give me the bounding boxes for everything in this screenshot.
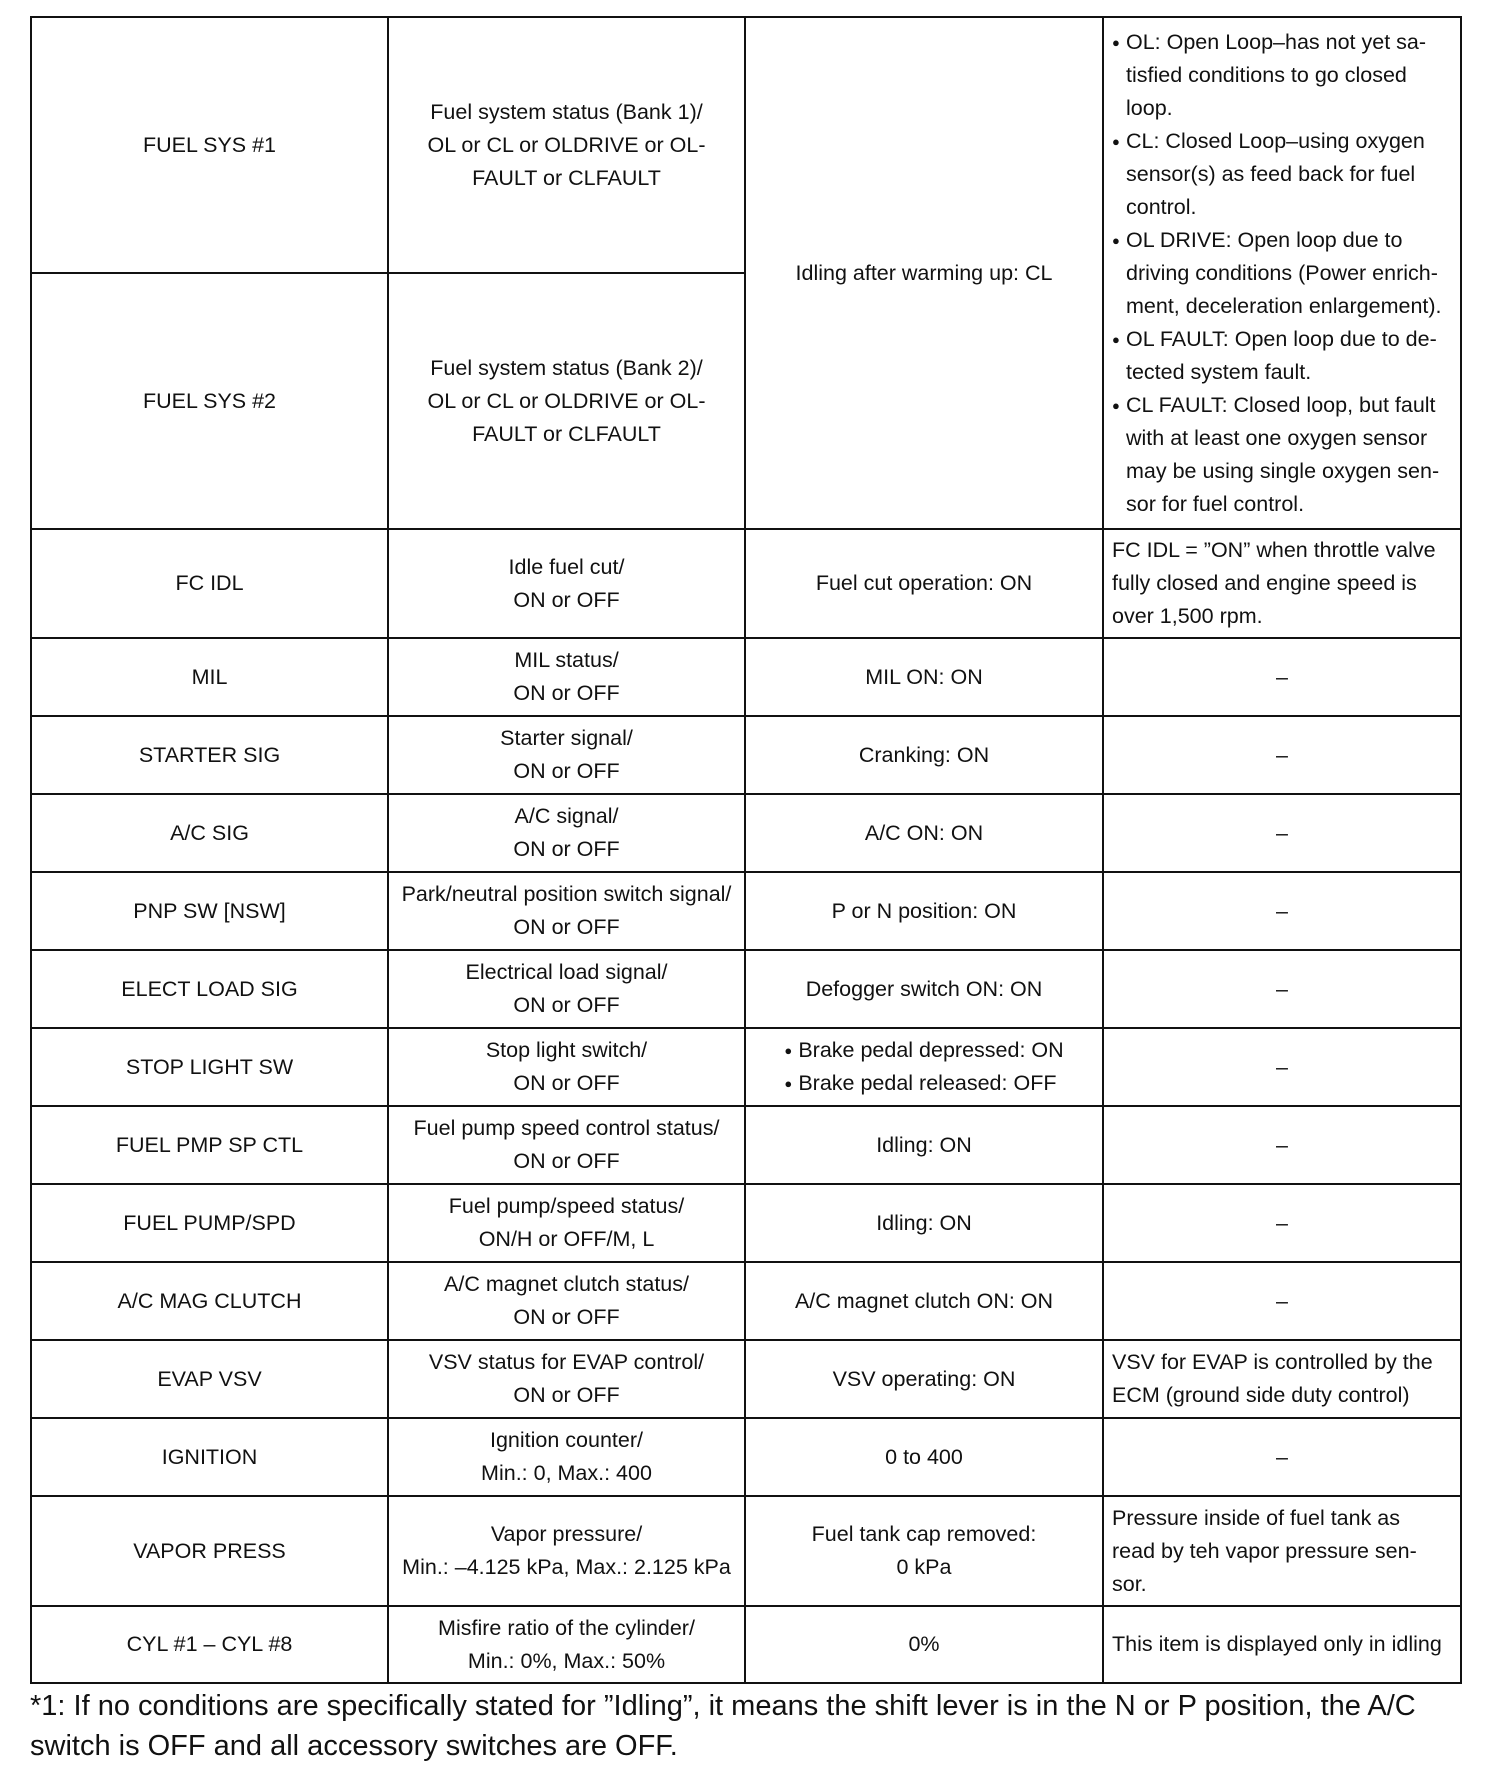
condition-cell: Idling: ON: [745, 1106, 1103, 1184]
condition-cell: Defogger switch ON: ON: [745, 950, 1103, 1028]
diagnostic-note-cell: –: [1103, 716, 1461, 794]
diagnostic-note-cell: –: [1103, 1106, 1461, 1184]
condition-cell: 0%: [745, 1606, 1103, 1683]
table-row: [31, 638, 1461, 716]
measurement-cell: Stop light switch/ ON or OFF: [388, 1028, 745, 1106]
diagnostic-note-cell: VSV for EVAP is controlled by the ECM (ground side duty control): [1103, 1340, 1461, 1418]
diagnostic-note-cell: –: [1103, 950, 1461, 1028]
condition-cell: P or N position: ON: [745, 872, 1103, 950]
diagnostic-note-cell: –: [1103, 794, 1461, 872]
measurement-cell: MIL status/ ON or OFF: [388, 638, 745, 716]
measurement-cell: Fuel system status (Bank 2)/ OL or CL or OLDRIVE or OL- FAULT or CLFAULT: [388, 273, 745, 529]
condition-cell: A/C ON: ON: [745, 794, 1103, 872]
diagnostic-note-cell: Pressure inside of fuel tank as read by teh vapor pressure sen- sor.: [1103, 1496, 1461, 1606]
item-cell: ELECT LOAD SIG: [31, 950, 388, 1028]
diagnostic-note-cell: FC IDL = ”ON” when throttle valve fully closed and engine speed is over 1,500 rpm.: [1103, 529, 1461, 638]
stop-light-bullets: [784, 1034, 1063, 1100]
data-list-table: [30, 16, 1462, 1684]
measurement-cell: Misfire ratio of the cylinder/ Min.: 0%, Max.: 50%: [388, 1606, 745, 1683]
table-row: [31, 1606, 1461, 1683]
measurement-cell: Ignition counter/ Min.: 0, Max.: 400: [388, 1418, 745, 1496]
measurement-cell: VSV status for EVAP control/ ON or OFF: [388, 1340, 745, 1418]
measurement-cell: A/C magnet clutch status/ ON or OFF: [388, 1262, 745, 1340]
measurement-cell: Electrical load signal/ ON or OFF: [388, 950, 745, 1028]
list-item: ● CL FAULT: Closed loop, but fault with at least one oxygen sensor may be using single oxygen sen- sor for fuel control.: [1112, 389, 1452, 521]
table-row: [31, 1028, 1461, 1106]
condition-cell: VSV operating: ON: [745, 1340, 1103, 1418]
diagnostic-note-cell: –: [1103, 1418, 1461, 1496]
condition-cell: Fuel cut operation: ON: [745, 529, 1103, 638]
list-item: ● Brake pedal depressed: ON: [784, 1034, 1063, 1067]
condition-cell: A/C magnet clutch ON: ON: [745, 1262, 1103, 1340]
table-row: [31, 1340, 1461, 1418]
measurement-cell: Vapor pressure/ Min.: –4.125 kPa, Max.: 2.125 kPa: [388, 1496, 745, 1606]
item-cell: FUEL PUMP/SPD: [31, 1184, 388, 1262]
table-row: [31, 1418, 1461, 1496]
list-item: ● OL FAULT: Open loop due to de- tected system fault.: [1112, 323, 1452, 389]
item-cell: EVAP VSV: [31, 1340, 388, 1418]
condition-cell: MIL ON: ON: [745, 638, 1103, 716]
diagnostic-note-cell: [1103, 17, 1461, 529]
list-item: ● OL: Open Loop–has not yet sa- tisfied conditions to go closed loop.: [1112, 26, 1452, 125]
table-row: [31, 794, 1461, 872]
condition-cell: Idling after warming up: CL: [745, 17, 1103, 529]
item-cell: FUEL SYS #1: [31, 17, 388, 273]
list-item: ● CL: Closed Loop–using oxygen sensor(s) as feed back for fuel control.: [1112, 125, 1452, 224]
table-row: [31, 872, 1461, 950]
table-row: [31, 1184, 1461, 1262]
diagnostic-note-cell: –: [1103, 872, 1461, 950]
item-cell: PNP SW [NSW]: [31, 872, 388, 950]
item-cell: FUEL SYS #2: [31, 273, 388, 529]
measurement-cell: Idle fuel cut/ ON or OFF: [388, 529, 745, 638]
item-cell: FC IDL: [31, 529, 388, 638]
measurement-cell: Fuel pump speed control status/ ON or OFF: [388, 1106, 745, 1184]
condition-cell: Cranking: ON: [745, 716, 1103, 794]
item-cell: A/C MAG CLUTCH: [31, 1262, 388, 1340]
list-item: ● Brake pedal released: OFF: [784, 1067, 1063, 1100]
item-cell: CYL #1 – CYL #8: [31, 1606, 388, 1683]
fuel-status-bullets: [1112, 26, 1452, 521]
measurement-cell: Fuel pump/speed status/ ON/H or OFF/M, L: [388, 1184, 745, 1262]
condition-cell: 0 to 400: [745, 1418, 1103, 1496]
measurement-cell: Park/neutral position switch signal/ ON or OFF: [388, 872, 745, 950]
footnote: *1: If no conditions are specifically stated for ”Idling”, it means the shift lever is in the N or P position, the A/C switch is OFF and all accessory switches are OFF.: [30, 1690, 1416, 1762]
table-row: [31, 950, 1461, 1028]
list-item: ● OL DRIVE: Open loop due to driving conditions (Power enrich- ment, deceleration enlargement).: [1112, 224, 1452, 323]
diagnostic-note-cell: –: [1103, 1262, 1461, 1340]
diagnostic-note-cell: –: [1103, 1184, 1461, 1262]
measurement-cell: Starter signal/ ON or OFF: [388, 716, 745, 794]
item-cell: IGNITION: [31, 1418, 388, 1496]
table-row: [31, 716, 1461, 794]
item-cell: STOP LIGHT SW: [31, 1028, 388, 1106]
item-cell: A/C SIG: [31, 794, 388, 872]
diagnostic-note-cell: –: [1103, 1028, 1461, 1106]
measurement-cell: Fuel system status (Bank 1)/ OL or CL or OLDRIVE or OL- FAULT or CLFAULT: [388, 17, 745, 273]
table-row: [31, 1496, 1461, 1606]
item-cell: FUEL PMP SP CTL: [31, 1106, 388, 1184]
table-row: [31, 1262, 1461, 1340]
item-cell: STARTER SIG: [31, 716, 388, 794]
item-cell: MIL: [31, 638, 388, 716]
table-row: [31, 529, 1461, 638]
diagnostic-note-cell: This item is displayed only in idling: [1103, 1606, 1461, 1683]
condition-cell: Idling: ON: [745, 1184, 1103, 1262]
table-row: [31, 1106, 1461, 1184]
item-cell: VAPOR PRESS: [31, 1496, 388, 1606]
diagnostic-note-cell: –: [1103, 638, 1461, 716]
condition-cell: Fuel tank cap removed: 0 kPa: [745, 1496, 1103, 1606]
measurement-cell: A/C signal/ ON or OFF: [388, 794, 745, 872]
table-row: [31, 17, 1461, 273]
condition-cell: [745, 1028, 1103, 1106]
